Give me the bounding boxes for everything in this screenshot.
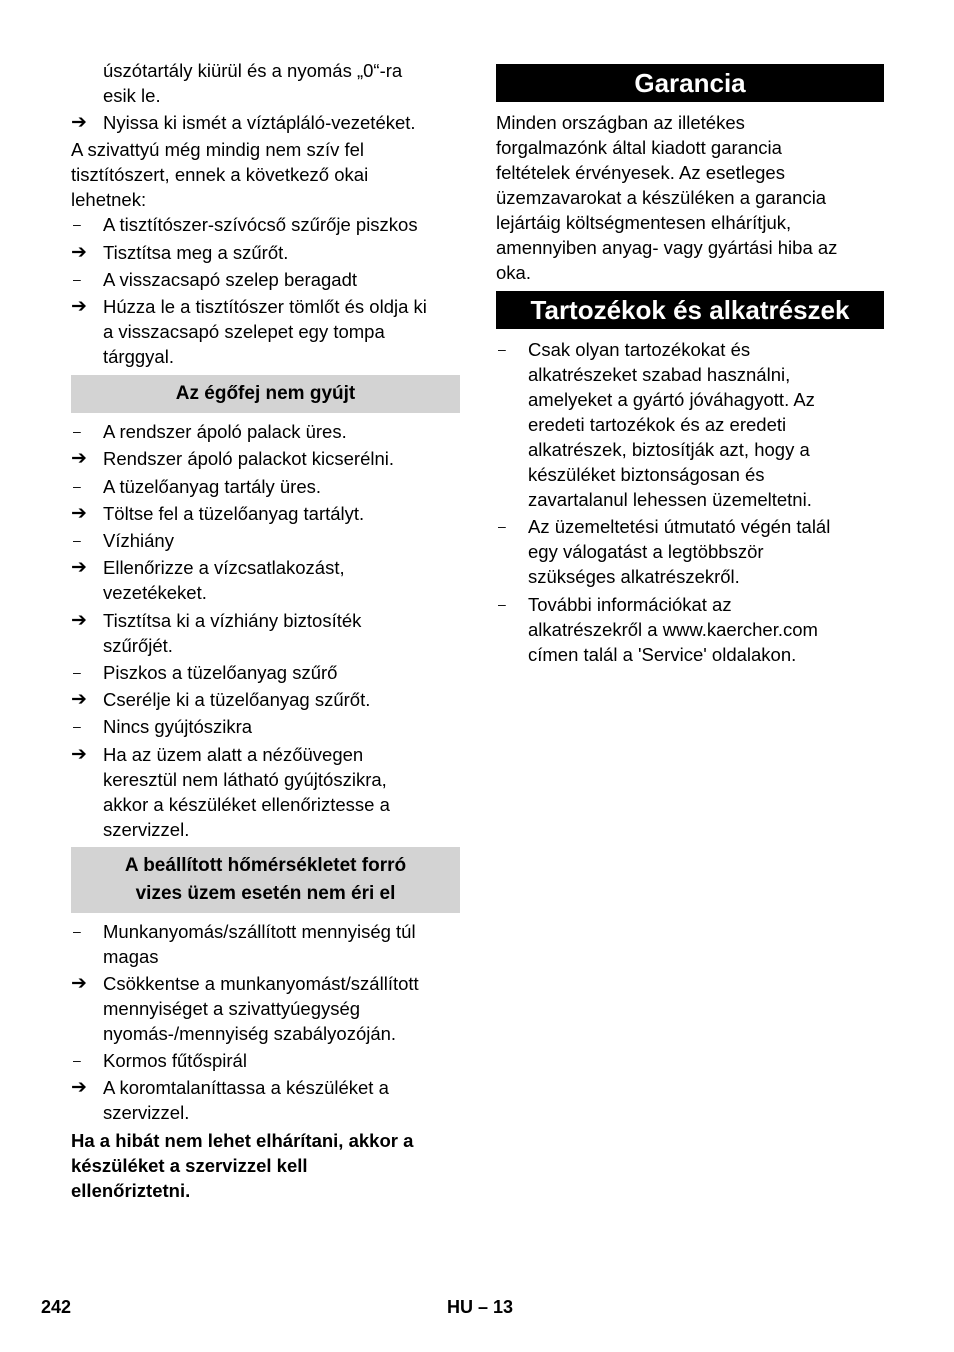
- line-text: mennyiséget a szivattyúegység: [103, 998, 361, 1019]
- line-text: lehetnek:: [71, 189, 147, 210]
- dash-bullet-icon: –: [73, 271, 81, 287]
- line-text: alkatrészekről a www.kaercher.com: [528, 619, 818, 640]
- line-text: Húzza le a tisztítószer tömlőt és oldja ki: [103, 296, 427, 317]
- line-text: Nincs gyújtószikra: [103, 716, 253, 737]
- arrow-right-icon: ➔: [71, 689, 87, 710]
- dash-bullet-icon: –: [498, 341, 506, 357]
- line-text: szervizzel.: [103, 1102, 190, 1123]
- line-text: Munkanyomás/szállított mennyiség túl: [103, 921, 416, 942]
- dash-bullet-icon: –: [498, 518, 506, 534]
- subsection-heading: A beállított hőmérsékletet forró: [71, 847, 460, 880]
- line-text: Az üzemeltetési útmutató végén talál: [528, 516, 831, 537]
- section-heading: Tartozékok és alkatrészek: [496, 291, 884, 329]
- line-text: Tisztítsa ki a vízhiány biztosíték: [103, 610, 362, 631]
- line-text: A tüzelőanyag tartály üres.: [103, 476, 322, 497]
- line-text: nyomás-/mennyiség szabályozóján.: [103, 1023, 397, 1044]
- line-text: Töltse fel a tüzelőanyag tartályt.: [103, 503, 365, 524]
- line-text: A tisztítószer-szívócső szűrője piszkos: [103, 214, 418, 235]
- line-text: Nyissa ki ismét a víztápláló-vezetéket.: [103, 112, 416, 133]
- arrow-right-icon: ➔: [71, 448, 87, 469]
- line-text: Ellenőrizze a vízcsatlakozást,: [103, 557, 345, 578]
- line-text: alkatrészeket szabad használni,: [528, 364, 791, 385]
- line-text: esik le.: [103, 85, 161, 106]
- line-text: szervizzel.: [103, 819, 190, 840]
- dash-bullet-icon: –: [498, 596, 506, 612]
- page-number: 242: [41, 1297, 72, 1317]
- line-text: A rendszer ápoló palack üres.: [103, 421, 347, 442]
- language-page-label: HU – 13: [447, 1297, 514, 1317]
- arrow-right-icon: ➔: [71, 610, 87, 631]
- line-text: keresztül nem látható gyújtószikra,: [103, 769, 387, 790]
- line-text: Cserélje ki a tüzelőanyag szűrőt.: [103, 689, 371, 710]
- line-text: készüléket a szervizzel kell: [71, 1155, 308, 1176]
- line-text: Ha az üzem alatt a nézőüvegen: [103, 744, 364, 765]
- line-text: Rendszer ápoló palackot kicserélni.: [103, 448, 395, 469]
- line-text: Vízhiány: [103, 530, 174, 551]
- dash-bullet-icon: –: [73, 216, 81, 232]
- line-text: Minden országban az illetékes: [496, 112, 745, 133]
- arrow-right-icon: ➔: [71, 296, 87, 317]
- line-text: lejártáig költségmentesen elhárítjuk,: [496, 212, 792, 233]
- subsection-heading: vizes üzem esetén nem éri el: [71, 880, 460, 913]
- line-text: vezetékeket.: [103, 582, 207, 603]
- line-text: üzemzavarokat a készüléken a garancia: [496, 187, 827, 208]
- line-text: úszótartály kiürül és a nyomás „0“-ra: [103, 60, 403, 81]
- arrow-right-icon: ➔: [71, 1077, 87, 1098]
- dash-bullet-icon: –: [73, 423, 81, 439]
- line-text: tisztítószert, ennek a következő okai: [71, 164, 369, 185]
- dash-bullet-icon: –: [73, 923, 81, 939]
- line-text: amennyiben anyag- vagy gyártási hiba az: [496, 237, 838, 258]
- line-text: Tisztítsa meg a szűrőt.: [103, 242, 289, 263]
- line-text: Kormos fűtőspirál: [103, 1050, 247, 1071]
- line-text: szűrőjét.: [103, 635, 173, 656]
- line-text: forgalmazónk által kiadott garancia: [496, 137, 782, 158]
- section-heading: Garancia: [496, 64, 884, 102]
- line-text: oka.: [496, 262, 531, 283]
- line-text: A koromtalaníttassa a készüléket a: [103, 1077, 389, 1098]
- line-text: készüléket biztonságosan és: [528, 464, 765, 485]
- line-text: eredeti tartozékok és az eredeti: [528, 414, 787, 435]
- line-text: zavartalanul lehessen üzemeltetni.: [528, 489, 812, 510]
- line-text: A visszacsapó szelep beragadt: [103, 269, 358, 290]
- dash-bullet-icon: –: [73, 1052, 81, 1068]
- line-text: További információkat az: [528, 594, 732, 615]
- line-text: magas: [103, 946, 159, 967]
- line-text: Csökkentse a munkanyomást/szállított: [103, 973, 419, 994]
- arrow-right-icon: ➔: [71, 973, 87, 994]
- line-text: Csak olyan tartozékokat és: [528, 339, 751, 360]
- dash-bullet-icon: –: [73, 718, 81, 734]
- line-text: ellenőriztetni.: [71, 1180, 191, 1201]
- line-text: címen talál a 'Service' oldalakon.: [528, 644, 797, 665]
- arrow-right-icon: ➔: [71, 744, 87, 765]
- line-text: A szivattyú még mindig nem szív fel: [71, 139, 365, 160]
- line-text: feltételek érvényesek. Az esetleges: [496, 162, 785, 183]
- dash-bullet-icon: –: [73, 478, 81, 494]
- line-text: alkatrészek, biztosítják azt, hogy a: [528, 439, 810, 460]
- arrow-right-icon: ➔: [71, 557, 87, 578]
- arrow-right-icon: ➔: [71, 503, 87, 524]
- arrow-right-icon: ➔: [71, 112, 87, 133]
- dash-bullet-icon: –: [73, 532, 81, 548]
- subsection-heading: Az égőfej nem gyújt: [71, 375, 460, 413]
- line-text: tárggyal.: [103, 346, 174, 367]
- arrow-right-icon: ➔: [71, 242, 87, 263]
- dash-bullet-icon: –: [73, 664, 81, 680]
- line-text: amelyeket a gyártó jóváhagyott. Az: [528, 389, 815, 410]
- line-text: Piszkos a tüzelőanyag szűrő: [103, 662, 338, 683]
- line-text: egy válogatást a legtöbbször: [528, 541, 764, 562]
- line-text: a visszacsapó szelepet egy tompa: [103, 321, 385, 342]
- line-text: Ha a hibát nem lehet elhárítani, akkor a: [71, 1130, 414, 1151]
- line-text: akkor a készüléket ellenőriztesse a: [103, 794, 390, 815]
- line-text: szükséges alkatrészekről.: [528, 566, 740, 587]
